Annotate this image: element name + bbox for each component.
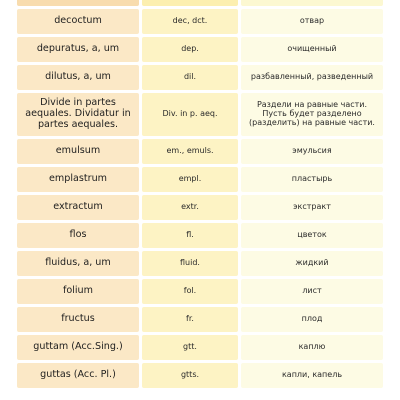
header-cell-latin bbox=[17, 0, 139, 6]
header-cell-abbreviation bbox=[142, 0, 238, 6]
abbreviations-table bbox=[14, 0, 386, 391]
table-row bbox=[17, 363, 383, 388]
latin-term-cell: fluidus, a, um bbox=[17, 251, 139, 276]
translation-cell: капли, капель bbox=[241, 363, 383, 388]
translation-cell: разбавленный, разведенный bbox=[241, 65, 383, 90]
table-row bbox=[17, 279, 383, 304]
latin-term-cell: flos bbox=[17, 223, 139, 248]
table-row bbox=[17, 335, 383, 360]
header-cell-translation bbox=[241, 0, 383, 6]
abbreviation-cell: dep. bbox=[142, 37, 238, 62]
table-row bbox=[17, 93, 383, 136]
translation-cell: каплю bbox=[241, 335, 383, 360]
abbreviation-cell: Div. in p. aeq. bbox=[142, 93, 238, 136]
abbreviation-cell: fol. bbox=[142, 279, 238, 304]
abbreviation-cell: gtt. bbox=[142, 335, 238, 360]
abbreviation-cell: gtts. bbox=[142, 363, 238, 388]
abbreviation-cell: dil. bbox=[142, 65, 238, 90]
abbreviation-cell: fluid. bbox=[142, 251, 238, 276]
table-row bbox=[17, 307, 383, 332]
latin-term-cell: guttas (Acc. Pl.) bbox=[17, 363, 139, 388]
translation-cell: Раздели на равные части. Пусть будет разделено (разделить) на равные части. bbox=[241, 93, 383, 136]
latin-term-cell: emplastrum bbox=[17, 167, 139, 192]
table-header-row bbox=[17, 0, 383, 6]
latin-term-cell: depuratus, a, um bbox=[17, 37, 139, 62]
table-row bbox=[17, 167, 383, 192]
table-row bbox=[17, 195, 383, 220]
table-row bbox=[17, 9, 383, 34]
table-row bbox=[17, 65, 383, 90]
latin-term-cell: Divide in partes aequales. Dividatur in partes aequales. bbox=[17, 93, 139, 136]
latin-term-cell: folium bbox=[17, 279, 139, 304]
latin-term-cell: dilutus, a, um bbox=[17, 65, 139, 90]
translation-cell: экстракт bbox=[241, 195, 383, 220]
latin-term-cell: decoctum bbox=[17, 9, 139, 34]
abbreviation-cell: fr. bbox=[142, 307, 238, 332]
latin-term-cell: guttam (Acc.Sing.) bbox=[17, 335, 139, 360]
table-row bbox=[17, 223, 383, 248]
table-row bbox=[17, 139, 383, 164]
translation-cell: жидкий bbox=[241, 251, 383, 276]
translation-cell: лист bbox=[241, 279, 383, 304]
translation-cell: цветок bbox=[241, 223, 383, 248]
abbreviation-cell: extr. bbox=[142, 195, 238, 220]
abbreviations-table-container bbox=[14, 0, 386, 391]
translation-cell: очищенный bbox=[241, 37, 383, 62]
abbreviation-cell: fl. bbox=[142, 223, 238, 248]
abbreviation-cell: em., emuls. bbox=[142, 139, 238, 164]
latin-term-cell: fructus bbox=[17, 307, 139, 332]
table-row bbox=[17, 251, 383, 276]
translation-cell: отвар bbox=[241, 9, 383, 34]
latin-term-cell: emulsum bbox=[17, 139, 139, 164]
translation-cell: плод bbox=[241, 307, 383, 332]
table-row bbox=[17, 37, 383, 62]
latin-term-cell: extractum bbox=[17, 195, 139, 220]
abbreviation-cell: empl. bbox=[142, 167, 238, 192]
abbreviation-cell: dec, dct. bbox=[142, 9, 238, 34]
translation-cell: пластырь bbox=[241, 167, 383, 192]
translation-cell: эмульсия bbox=[241, 139, 383, 164]
